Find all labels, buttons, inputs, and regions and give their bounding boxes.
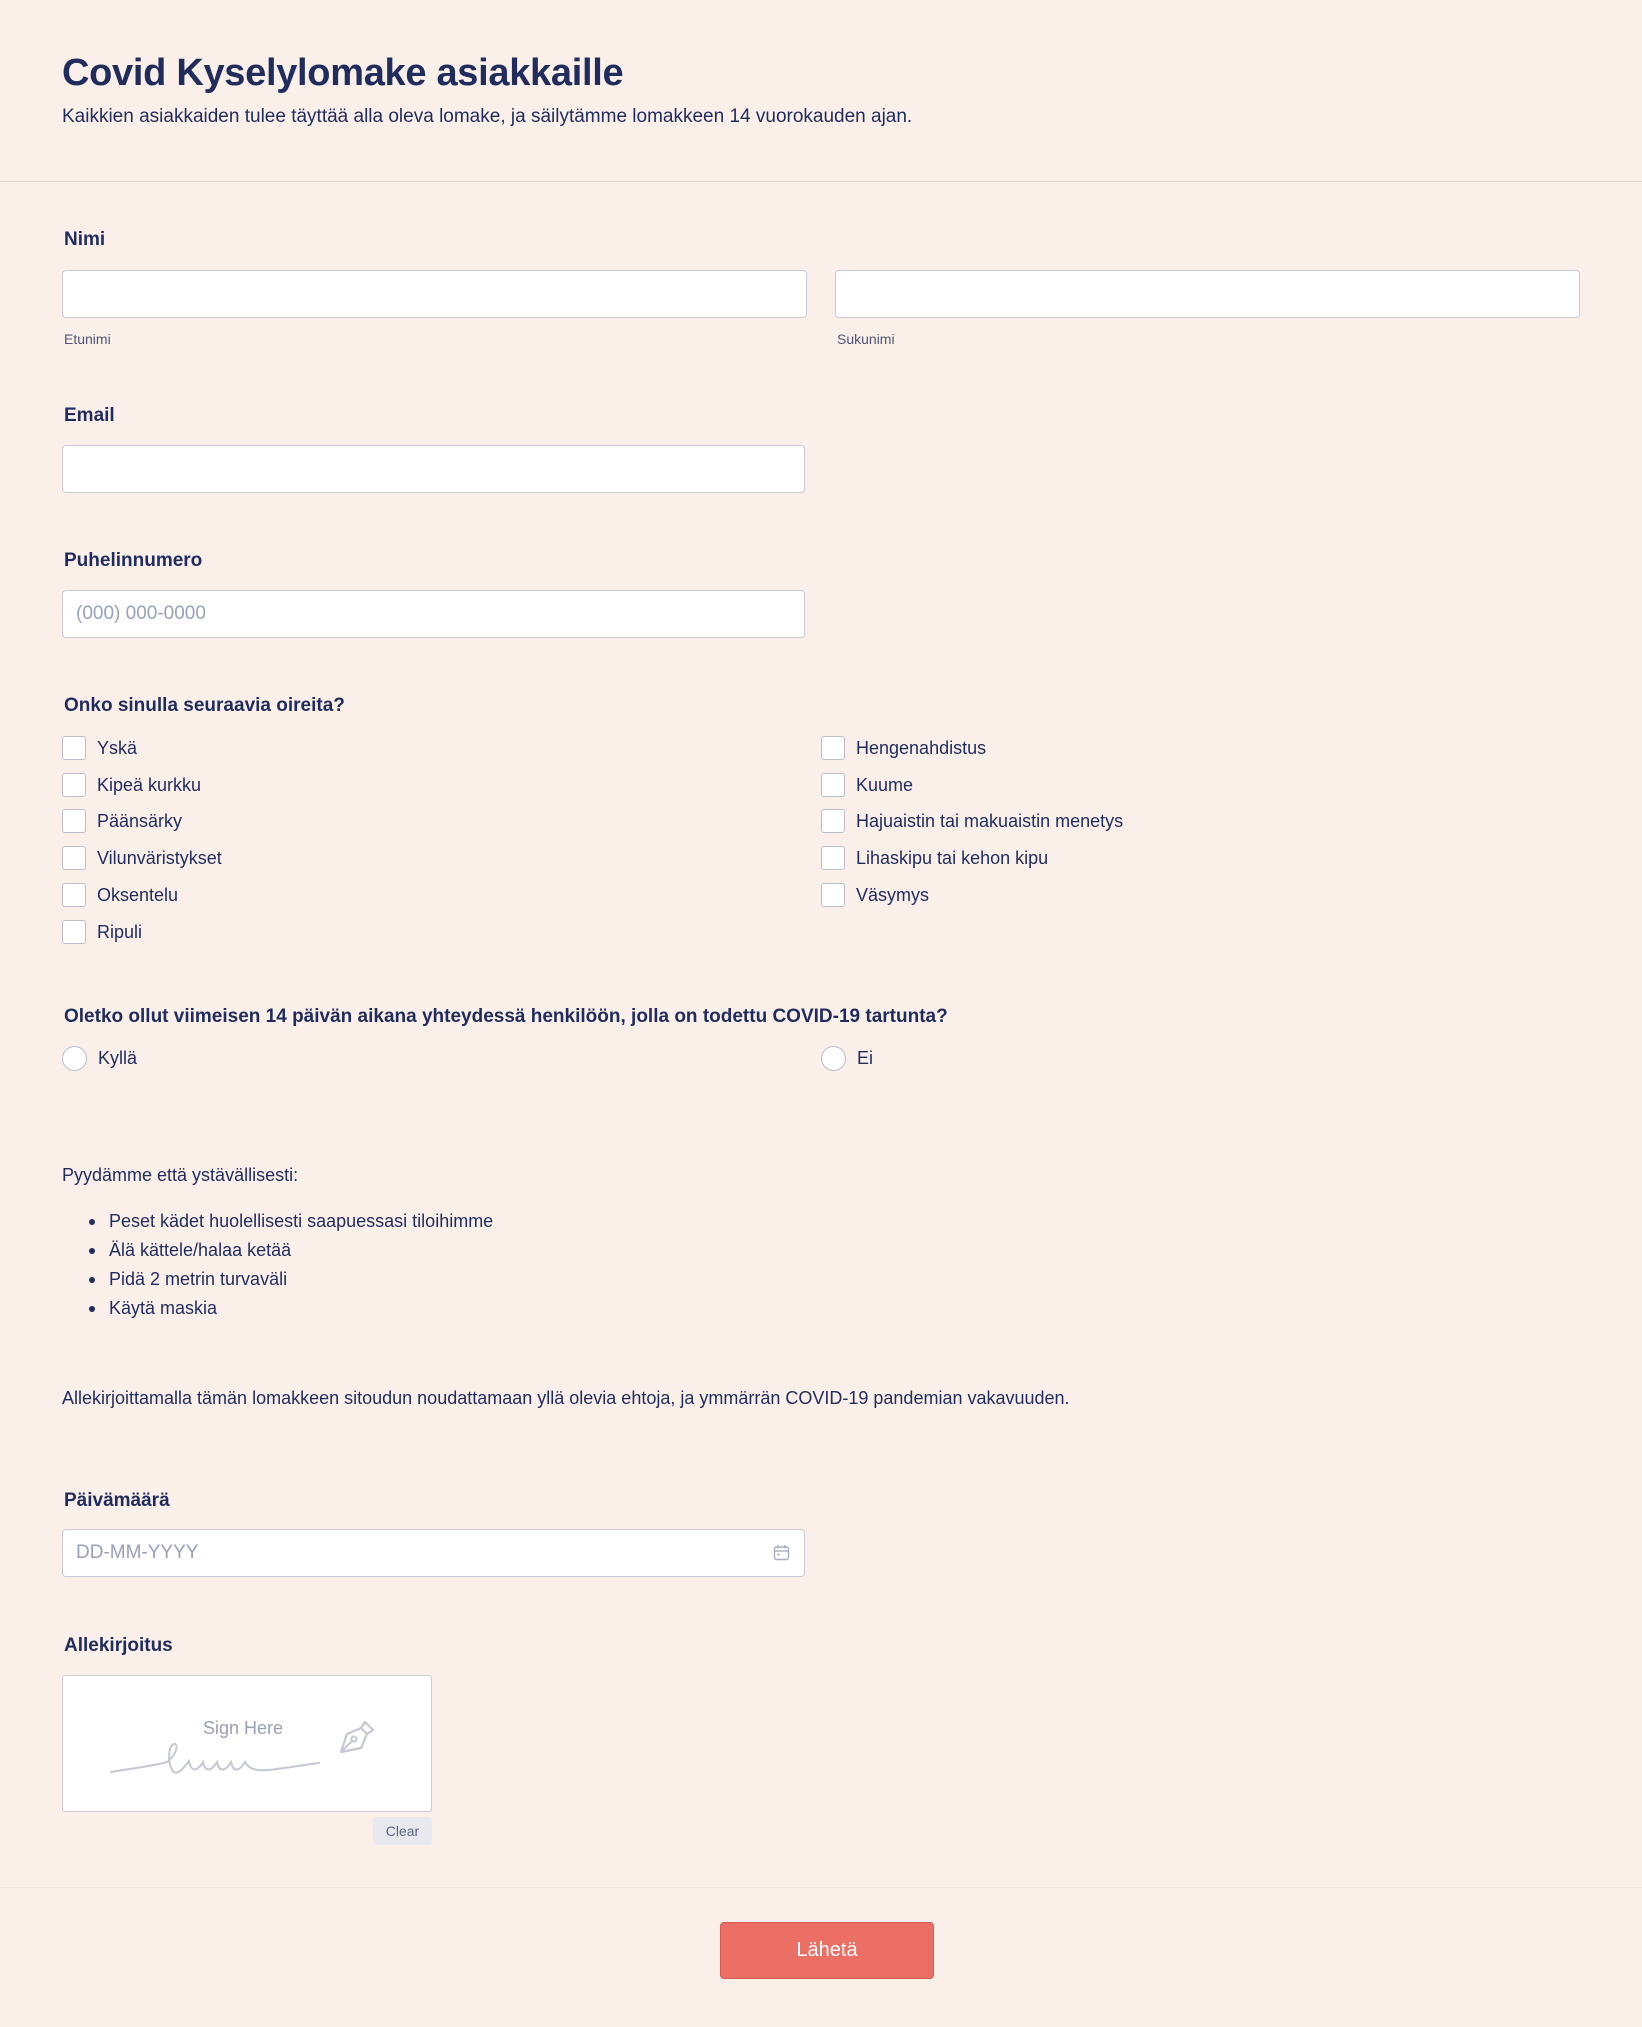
symptom-option[interactable] bbox=[62, 736, 137, 760]
checkbox[interactable] bbox=[62, 883, 86, 907]
option-label: Hengenahdistus bbox=[856, 737, 987, 758]
phone-input[interactable] bbox=[62, 590, 805, 638]
option-label: Vilunväristykset bbox=[97, 847, 222, 868]
checkbox[interactable] bbox=[821, 809, 845, 833]
calendar-icon[interactable] bbox=[773, 1544, 790, 1561]
list-item: Käytä maskia bbox=[85, 1297, 493, 1326]
symptom-option[interactable] bbox=[62, 809, 182, 833]
form-title: Covid Kyselylomake asiakkaille bbox=[62, 52, 624, 94]
list-item: Pidä 2 metrin turvaväli bbox=[85, 1268, 493, 1297]
radio-option-no[interactable] bbox=[821, 1046, 873, 1070]
option-label: Ei bbox=[857, 1047, 874, 1068]
phone-label: Puhelinnumero bbox=[64, 550, 203, 571]
first-name-sublabel: Etunimi bbox=[64, 331, 111, 347]
clear-signature-button[interactable]: Clear bbox=[373, 1817, 432, 1845]
checkbox[interactable] bbox=[62, 736, 86, 760]
instructions-intro: Pyydämme että ystävällisesti: bbox=[62, 1165, 299, 1185]
symptom-option[interactable] bbox=[821, 773, 913, 797]
option-label: Hajuaistin tai makuaistin menetys bbox=[856, 810, 1124, 831]
checkbox[interactable] bbox=[821, 773, 845, 797]
form-header bbox=[0, 0, 1642, 182]
symptom-option[interactable] bbox=[821, 846, 1048, 870]
checkbox[interactable] bbox=[62, 920, 86, 944]
list-item: Älä kättele/halaa ketää bbox=[85, 1239, 493, 1268]
option-label: Kuume bbox=[856, 774, 914, 795]
pen-nib-icon bbox=[335, 1716, 379, 1760]
signature-pad[interactable] bbox=[62, 1675, 432, 1812]
symptoms-question: Onko sinulla seuraavia oireita? bbox=[64, 695, 345, 716]
contact-question: Oletko ollut viimeisen 14 päivän aikana yhteydessä henkilöön, jolla on todettu COVID-19 tartunta? bbox=[64, 1006, 948, 1027]
radio-button[interactable] bbox=[62, 1046, 87, 1071]
form-subtitle: Kaikkien asiakkaiden tulee täyttää alla oleva lomake, ja säilytämme lomakkeen 14 vuorokauden ajan. bbox=[62, 106, 913, 127]
option-label: Ripuli bbox=[97, 921, 143, 942]
date-label: Päivämäärä bbox=[64, 1490, 170, 1511]
date-input[interactable] bbox=[62, 1529, 805, 1577]
checkbox[interactable] bbox=[62, 846, 86, 870]
checkbox[interactable] bbox=[821, 883, 845, 907]
signature-scribble-icon bbox=[109, 1716, 369, 1786]
symptom-option[interactable] bbox=[821, 809, 1123, 833]
email-label: Email bbox=[64, 405, 115, 426]
signature-label: Allekirjoitus bbox=[64, 1635, 173, 1656]
option-label: Päänsärky bbox=[97, 810, 183, 831]
last-name-sublabel: Sukunimi bbox=[837, 331, 895, 347]
radio-button[interactable] bbox=[821, 1046, 846, 1071]
option-label: Oksentelu bbox=[97, 884, 179, 905]
instructions-list bbox=[85, 1210, 493, 1326]
name-label: Nimi bbox=[64, 229, 106, 250]
signature-placeholder: Sign Here bbox=[203, 1718, 284, 1738]
submit-button[interactable]: Lähetä bbox=[720, 1922, 934, 1979]
symptom-option[interactable] bbox=[62, 883, 178, 907]
agreement-text: Allekirjoittamalla tämän lomakkeen sitoudun noudattamaan yllä olevia ehtoja, ja ymmärrän COVID-19 pandemian vakavuuden. bbox=[62, 1388, 1070, 1408]
symptom-option[interactable] bbox=[62, 846, 222, 870]
symptom-option[interactable] bbox=[821, 883, 929, 907]
last-name-input[interactable] bbox=[835, 270, 1580, 318]
option-label: Kipeä kurkku bbox=[97, 774, 202, 795]
checkbox[interactable] bbox=[821, 846, 845, 870]
symptom-option[interactable] bbox=[62, 920, 142, 944]
checkbox[interactable] bbox=[821, 736, 845, 760]
option-label: Lihaskipu tai kehon kipu bbox=[856, 847, 1049, 868]
checkbox[interactable] bbox=[62, 809, 86, 833]
option-label: Yskä bbox=[97, 737, 138, 758]
checkbox[interactable] bbox=[62, 773, 86, 797]
first-name-input[interactable] bbox=[62, 270, 807, 318]
symptom-option[interactable] bbox=[821, 736, 986, 760]
symptom-option[interactable] bbox=[62, 773, 201, 797]
option-label: Väsymys bbox=[856, 884, 930, 905]
radio-option-yes[interactable] bbox=[62, 1046, 137, 1070]
email-input[interactable] bbox=[62, 445, 805, 493]
option-label: Kyllä bbox=[98, 1047, 138, 1068]
list-item: Peset kädet huolellisesti saapuessasi tiloihimme bbox=[85, 1210, 493, 1239]
